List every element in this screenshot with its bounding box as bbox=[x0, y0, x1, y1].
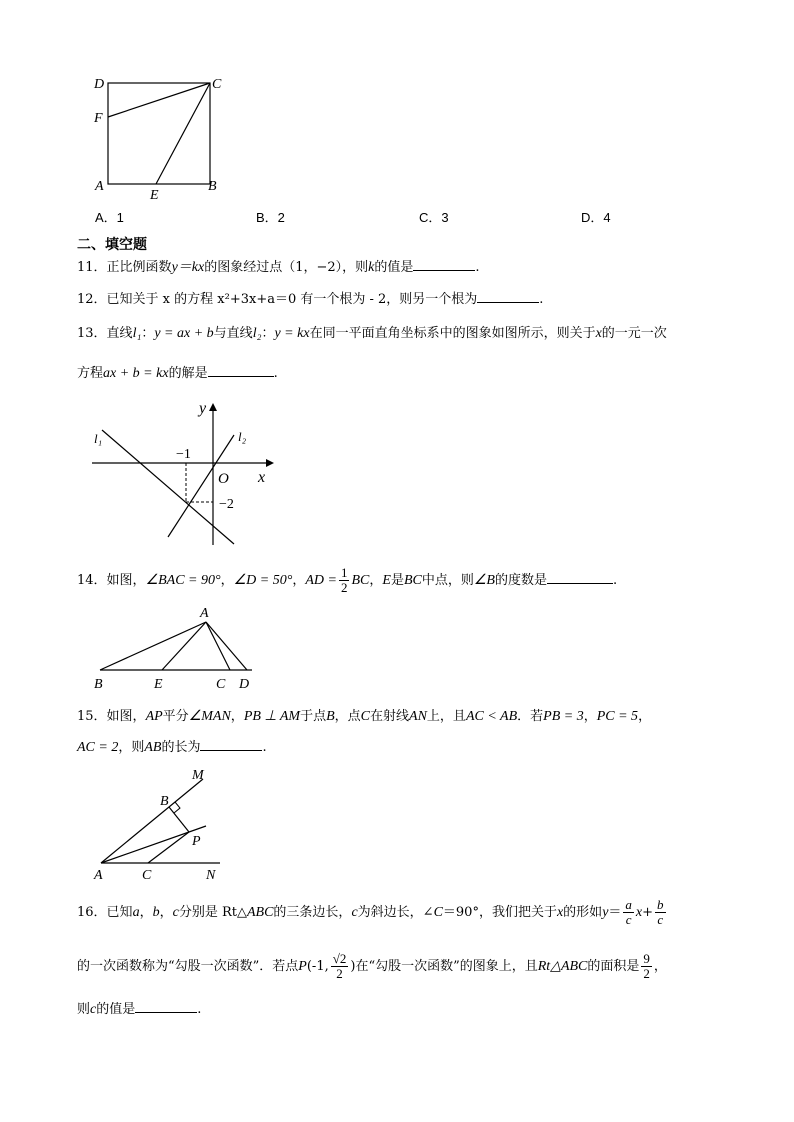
label-E: E bbox=[150, 188, 159, 203]
label-A: A bbox=[200, 606, 209, 621]
tick-minus-2: −2 bbox=[219, 497, 234, 512]
answer-blank bbox=[135, 1000, 197, 1013]
question-16-line1: 16．已知a，b，c分别是 Rt△ABC的三条边长，c为斜边长，∠C＝90°，我们把关于x的形如y＝ $\frac{a}{c}$ x+ $\frac{b}{c}$ bbox=[77, 897, 664, 927]
label-M: M bbox=[192, 768, 204, 783]
square-figure bbox=[90, 70, 230, 203]
fraction-nine-halves: $\frac{9}{2}$ bbox=[643, 951, 650, 981]
label-A: A bbox=[94, 868, 103, 883]
option-b: B．2 bbox=[256, 210, 285, 225]
answer-blank bbox=[208, 364, 274, 377]
label-P: P bbox=[192, 834, 201, 849]
question-11: 11．正比例函数y＝kx的图象经过点（1，−2），则k的值是 . bbox=[77, 260, 480, 275]
label-N: N bbox=[206, 868, 216, 883]
question-13-line1: 13．直线l₁：y = ax + b与直线l₂：y = kx在同一平面直角坐标系中的图象如图所示，则关于x的一元一次 bbox=[77, 326, 667, 341]
label-B: B bbox=[160, 794, 169, 809]
line-l2-label: l₂ bbox=[238, 429, 247, 444]
label-B: B bbox=[94, 677, 103, 692]
label-C: C bbox=[142, 868, 152, 883]
section-title: 二、填空题 bbox=[77, 237, 147, 253]
question-15-line2: AC = 2，则AB的长为 . bbox=[77, 740, 267, 755]
answer-blank bbox=[413, 258, 475, 271]
question-14: 14．如图，∠BAC = 90°，∠D = 50°，AD = $\frac{1}{2}$ BC，E是BC中点，则∠B的度数是 . bbox=[77, 565, 618, 595]
question-13-line2: 方程ax + b = kx的解是 . bbox=[77, 366, 278, 381]
label-D: D bbox=[239, 677, 250, 692]
label-C: C bbox=[216, 677, 226, 692]
line-l1-label: l₁ bbox=[94, 431, 103, 446]
question-16-line2: 的一次函数称为“勾股一次函数”．若点P(-1, $\frac{√2}{2}$ )在“勾股一次函数”的图象上，且Rt△ABC的面积是 $\frac{9}{2}$ ， bbox=[77, 951, 667, 981]
answer-blank bbox=[200, 738, 262, 751]
axis-x-label: x bbox=[258, 469, 266, 486]
fraction-sqrt2-over-2: $\frac{√2}{2}$ bbox=[332, 951, 347, 981]
option-d: D．4 bbox=[581, 210, 611, 225]
tick-minus-1: −1 bbox=[176, 447, 191, 462]
label-F: F bbox=[94, 111, 103, 126]
fraction-one-half: $\frac{1}{2}$ bbox=[340, 565, 348, 595]
label-D: D bbox=[94, 77, 105, 92]
label-B: B bbox=[208, 179, 217, 194]
origin-label: O bbox=[218, 471, 229, 487]
question-16-line3: 则c的值是 . bbox=[77, 1002, 202, 1017]
fraction-a-over-c: $\frac{a}{c}$ bbox=[625, 897, 632, 927]
label-E: E bbox=[154, 677, 163, 692]
fraction-b-over-c: $\frac{b}{c}$ bbox=[657, 897, 664, 927]
triangle-figure-q14 bbox=[88, 602, 263, 694]
answer-blank bbox=[477, 290, 539, 303]
label-A: A bbox=[95, 179, 104, 194]
coordinate-figure bbox=[88, 395, 278, 550]
label-C: C bbox=[212, 77, 222, 92]
option-a: A．1 bbox=[95, 210, 124, 225]
axis-y-label: y bbox=[199, 400, 207, 417]
question-15-line1: 15．如图，AP平分∠MAN，PB ⊥ AM于点B，点C在射线AN上，且AC < AB．若PB = 3，PC = 5， bbox=[77, 709, 652, 724]
angle-bisector-figure bbox=[88, 763, 233, 885]
answer-blank bbox=[547, 571, 613, 584]
question-12: 12．已知关于 x 的方程 x²+3x+a＝0 有一个根为 - 2，则另一个根为 . bbox=[77, 292, 544, 307]
option-c: C．3 bbox=[419, 210, 449, 225]
